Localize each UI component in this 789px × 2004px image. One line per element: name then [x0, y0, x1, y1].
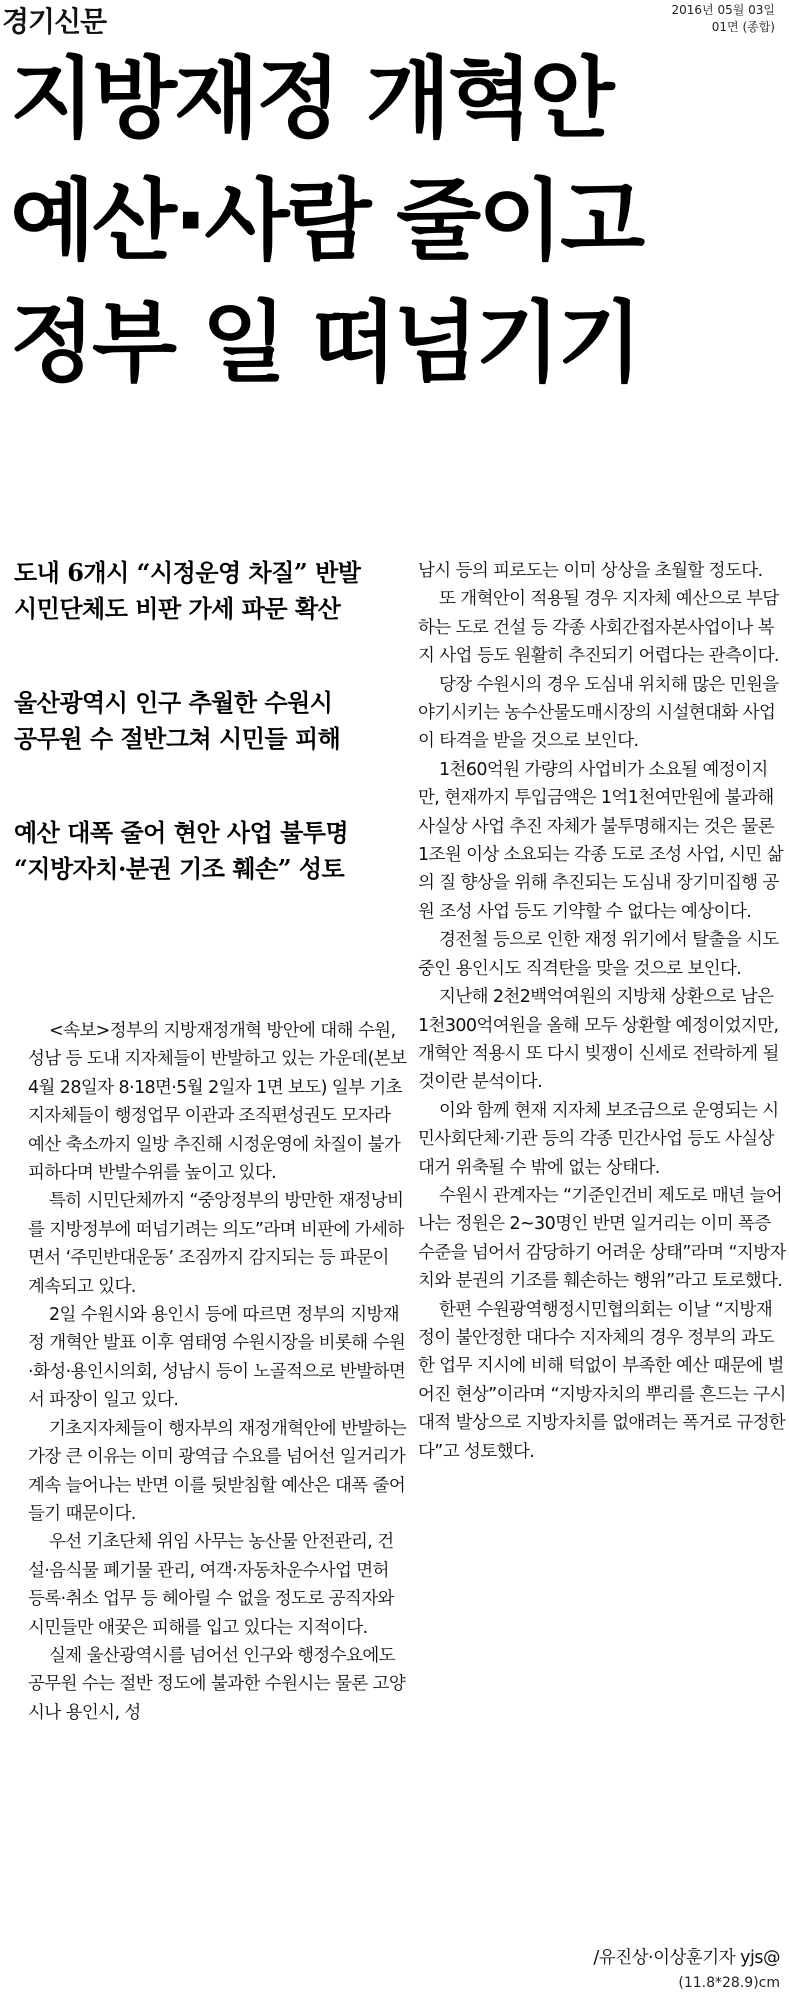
headline-line: 예산·사람 줄이고	[10, 169, 643, 272]
article-paragraph: 남시 등의 피로도는 이미 상상을 초월할 정도다.	[418, 561, 763, 581]
article-paragraph: 당장 수원시의 경우 도심내 위치해 많은 민원을 야기시키는 농수산물도매시장의 시설현대화 사업이 타격을 받을 것으로 보인다.	[418, 674, 779, 752]
subheadline-line: “지방자치·분권 기조 훼손” 성토	[14, 854, 345, 883]
article-paragraph: 우선 기초단체 위임 사무는 농산물 안전관리, 건설·음식물 폐기물 관리, 여객·자동차운수사업 면허 등록·취소 업무 등 헤아릴 수 없을 정도로 공직자와 시민들만 애꿎은 피해를 입고 있다는 지적이다.	[28, 1532, 394, 1638]
headline-line: 정부 일 떠넘기기	[10, 291, 640, 394]
page-section: 01면 (종합)	[711, 20, 775, 34]
article-paragraph: 기초지자체들이 행자부의 재정개혁안에 반발하는 가장 큰 이유는 이미 광역급 수요를 넘어선 일거리가 계속 늘어나는 반면 이를 뒷받침할 예산은 대폭 줄어들기 때문이다.	[28, 1418, 407, 1524]
article-paragraph: 이와 함께 현재 지자체 보조금으로 운영되는 시민사회단체·기관 등의 각종 민간사업 등도 사실상 대거 위축될 수 밖에 없는 상태다.	[418, 1100, 779, 1178]
article-paragraph: <속보>정부의 지방재정개혁 방안에 대해 수원, 성남 등 도내 지자체들이 반발하고 있는 가운데(본보 4월 28일자 8·18면·5월 2일자 1면 보도) 일부 기초지자체들이 행정업무 이관과 조직편성권도 모자라 예산 축소까지 일방 추진해 시정운영에 차질이 불가피하다며 반발수위를 높이고 있다.	[28, 1021, 407, 1184]
article-paragraph: 2일 수원시와 용인시 등에 따르면 정부의 지방재정 개혁안 발표 이후 염태영 수원시장을 비롯해 수원·화성·용인시의회, 성남시 등이 노골적으로 반발하면서 파장이 일고 있다.	[28, 1305, 406, 1411]
headline	[10, 38, 785, 404]
subheadline-line: 도내 6개시 “시정운영 차질” 반발	[14, 558, 361, 587]
article-column-left	[28, 1017, 408, 1727]
article-paragraph: 또 개혁안이 적용될 경우 지자체 예산으로 부담하는 도로 건설 등 각종 사회간접자본사업이나 복지 사업 등도 원활히 추진되기 어렵다는 관측이다.	[418, 589, 779, 667]
subheadline-group	[14, 555, 394, 627]
article-paragraph: 실제 울산광역시를 넘어선 인구와 행정수요에도 공무원 수는 절반 정도에 불과한 수원시는 물론 고양시나 용인시, 성	[28, 1645, 406, 1723]
article-column-right	[418, 557, 788, 1466]
article-paragraph: 경전철 등으로 인한 재정 위기에서 탈출을 시도중인 용인시도 직격탄을 맞을 것으로 보인다.	[418, 930, 779, 979]
headline-line: 지방재정 개혁안	[10, 47, 612, 150]
byline: /유진상·이상훈기자 yjs@	[593, 1948, 780, 1968]
subheadline-group	[14, 685, 394, 757]
subheadline-group	[14, 815, 394, 887]
article-size: (11.8*28.9)cm	[678, 1975, 780, 1991]
issue-date: 2016년 05월 03일	[671, 3, 775, 17]
newspaper-masthead: 경기신문	[2, 5, 107, 38]
article-paragraph: 특히 시민단체까지 “중앙정부의 방만한 재정낭비를 지방정부에 떠넘기려는 의도”라며 비판에 가세하면서 ‘주민반대운동’ 조짐까지 감지되는 등 파문이 계속되고 있다.	[28, 1191, 404, 1297]
subheadlines	[14, 555, 394, 945]
subheadline-line: 울산광역시 인구 추월한 수원시	[14, 688, 333, 717]
issue-meta	[672, 2, 775, 36]
article-paragraph: 지난해 2천2백억여원의 지방채 상환으로 남은 1천300억여원을 올해 모두 상환할 예정이었지만, 개혁안 적용시 또 다시 빚쟁이 신세로 전락하게 될 것이란 분석이다.	[418, 987, 779, 1093]
subheadline-line: 예산 대폭 줄어 현안 사업 불투명	[14, 818, 349, 847]
subheadline-line: 시민단체도 비판 가세 파문 확산	[14, 594, 341, 623]
article-paragraph: 수원시 관계자는 “기준인건비 제도로 매년 늘어나는 정원은 2~30명인 반면 일거리는 이미 폭증 수준을 넘어서 감당하기 어려운 상태”라며 “지방자치와 분권의 기조를 훼손하는 행위”라고 토로했다.	[418, 1185, 786, 1292]
article-paragraph: 1천60억원 가량의 사업비가 소요될 예정이지만, 현재까지 투입금액은 1억1천여만원에 불과해 사실상 사업 추진 자체가 불투명해지는 것은 물론 1조원 이상 소요되는 각종 도로 조성 사업, 시민 삶의 질 향상을 위해 추진되는 도심내 장기미집행 공원 조성 사업 등도 기약할 수 없다는 예상이다.	[418, 759, 783, 922]
subheadline-line: 공무원 수 절반그쳐 시민들 피해	[14, 724, 341, 753]
article-paragraph: 한편 수원광역행정시민협의회는 이날 “지방재정이 불안정한 대다수 지자체의 경우 정부의 과도한 업무 지시에 비해 턱없이 부족한 예산 때문에 벌어진 현상”이라며 “지방자치의 뿌리를 흔드는 구시대적 발상으로 지방자치를 없애려는 폭거로 규정한다”고 성토했다.	[418, 1299, 786, 1462]
